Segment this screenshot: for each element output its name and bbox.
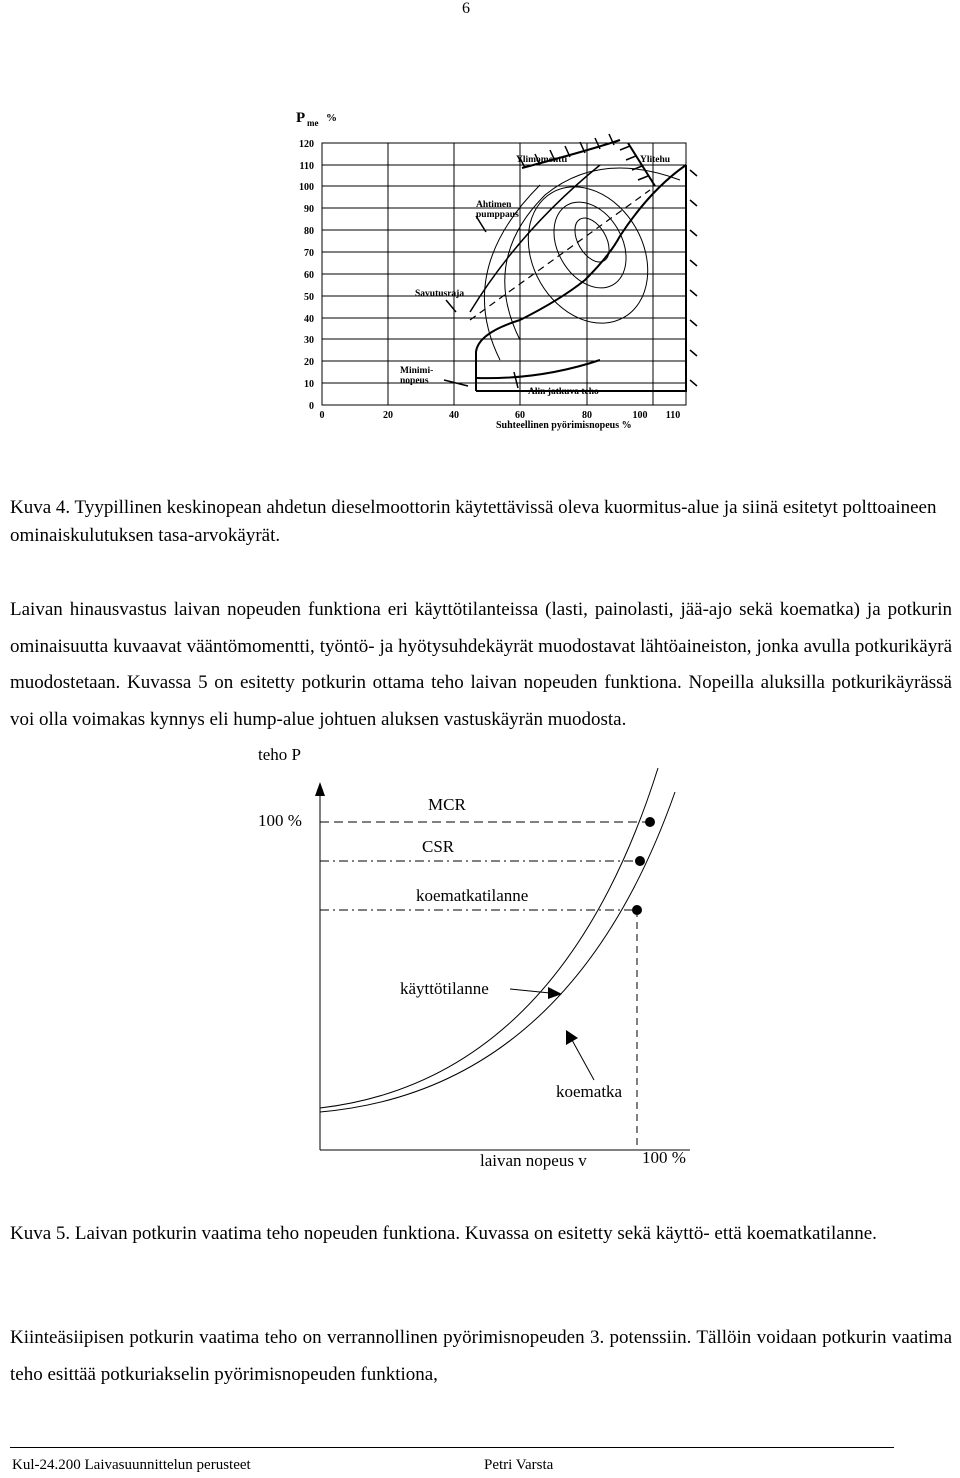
fig4-xtick: 110 xyxy=(665,410,681,421)
fig5-trial-condition-label: koematkatilanne xyxy=(416,886,529,905)
footer-divider xyxy=(10,1447,894,1448)
fig4-y-unit: % xyxy=(326,112,337,124)
footer-course: Kul-24.200 Laivasuunnittelun perusteet xyxy=(12,1457,251,1473)
fig4-ytick: 120 xyxy=(299,139,314,150)
fig4-ytick: 80 xyxy=(304,226,314,237)
fig5-csr-label: CSR xyxy=(422,837,455,856)
fig4-consumption-contours xyxy=(484,165,680,360)
fig4-label-surge-2: pumppaus xyxy=(476,210,519,220)
fig5-mcr-point xyxy=(645,817,655,827)
fig4-ytick: 100 xyxy=(299,182,314,193)
fig4-lower-curve xyxy=(476,360,600,378)
fig5-service-condition-label: käyttötilanne xyxy=(400,979,489,998)
figure-4-caption: Kuva 4. Tyypillinen keskinopean ahdetun dieselmoottorin käytettävissä oleva kuormitus-alue ja siinä esitetyt polttoaineen ominaiskulutuksen tasa-arvokäyrät. xyxy=(10,497,937,546)
fig4-label-overtorque: Ylimomentti xyxy=(516,155,568,165)
fig4-ytick: 70 xyxy=(304,248,314,259)
fig4-ytick: 20 xyxy=(304,357,314,368)
fig4-label-smoke-limit: Savutusraja xyxy=(415,289,465,299)
fig5-trial-curve xyxy=(320,792,675,1112)
fig4-ytick: 50 xyxy=(304,292,314,303)
fig5-y-100: 100 % xyxy=(258,811,302,830)
figure-4-engine-load-diagram xyxy=(0,0,960,440)
fig4-ytick: 10 xyxy=(304,379,314,390)
fig4-label-min-speed-2: nopeus xyxy=(400,376,429,386)
fig4-xtick: 0 xyxy=(319,410,325,421)
fig4-x-label: Suhteellinen pyörimisnopeus % xyxy=(496,420,632,431)
figure-5-caption: Kuva 5. Laivan potkurin vaatima teho nopeuden funktiona. Kuvassa on esitetty sekä käyttö- että koematkatilanne. xyxy=(10,1223,877,1244)
fig4-y-sub: me xyxy=(307,118,319,128)
fig4-xtick: 60 xyxy=(515,410,525,421)
fig5-trial-label: koematka xyxy=(556,1082,623,1101)
fig4-xtick: 100 xyxy=(632,410,648,421)
fig5-x-100: 100 % xyxy=(642,1148,686,1167)
fig4-xtick: 80 xyxy=(582,410,592,421)
fig4-xtick: 40 xyxy=(449,410,459,421)
fig5-service-curve xyxy=(320,768,658,1108)
fig4-label-min-speed-1: Minimi- xyxy=(400,366,434,376)
fig4-grid xyxy=(322,143,686,405)
figure-5-power-speed-diagram xyxy=(0,740,960,1180)
fig4-min-power-curve xyxy=(476,165,686,391)
fig4-ytick: 60 xyxy=(304,270,314,281)
fig4-ytick: 90 xyxy=(304,204,314,215)
fig4-label-overpower: Ylitehu xyxy=(640,155,671,165)
fig4-y-label: P xyxy=(296,110,306,126)
fig5-y-label: teho P xyxy=(258,745,301,764)
fig4-ytick: 110 xyxy=(299,161,314,172)
footer-author: Petri Varsta xyxy=(484,1457,554,1473)
fig5-x-label: laivan nopeus v xyxy=(480,1151,587,1170)
fig5-csr-point xyxy=(635,856,645,866)
fig4-ytick: 0 xyxy=(309,401,314,412)
fig4-ytick: 30 xyxy=(304,335,314,346)
fig4-smoke-limit-curve xyxy=(476,165,686,391)
fig4-label-min-continuous: Alin jatkuva teho xyxy=(528,387,599,397)
fig4-label-surge-1: Ahtimen xyxy=(476,200,512,210)
fig4-xtick: 20 xyxy=(383,410,393,421)
fig4-ytick: 40 xyxy=(304,314,314,325)
page-number: 6 xyxy=(462,0,470,17)
fig5-trial-point xyxy=(632,905,642,915)
paragraph-propeller-curve: Laivan hinausvastus laivan nopeuden funktiona eri käyttötilanteissa (lasti, painolasti, jää-ajo sekä koematka) ja potkurin ominaisuutta kuvaavat vääntömomentti, työntö- ja hyötysuhdekäyrät muodostavat lähtöaineiston, jonka avulla potkurikäyrä muodostetaan. Kuvassa 5 on esitetty potkurin ottama teho laivan nopeuden funktiona. Nopeilla aluksilla potkurikäyrässä voi olla voimakas kynnys eli hump-alue johtuen aluksen vastuskäyrän muodosta. xyxy=(10,599,952,730)
paragraph-fixed-pitch-propeller: Kiinteäsiipisen potkurin vaatima teho on verrannollinen pyörimisnopeuden 3. potenssiin. Tällöin voidaan potkurin vaatima teho esittää potkuriakselin pyörimisnopeuden funktiona, xyxy=(10,1327,952,1385)
fig5-mcr-label: MCR xyxy=(428,795,466,814)
